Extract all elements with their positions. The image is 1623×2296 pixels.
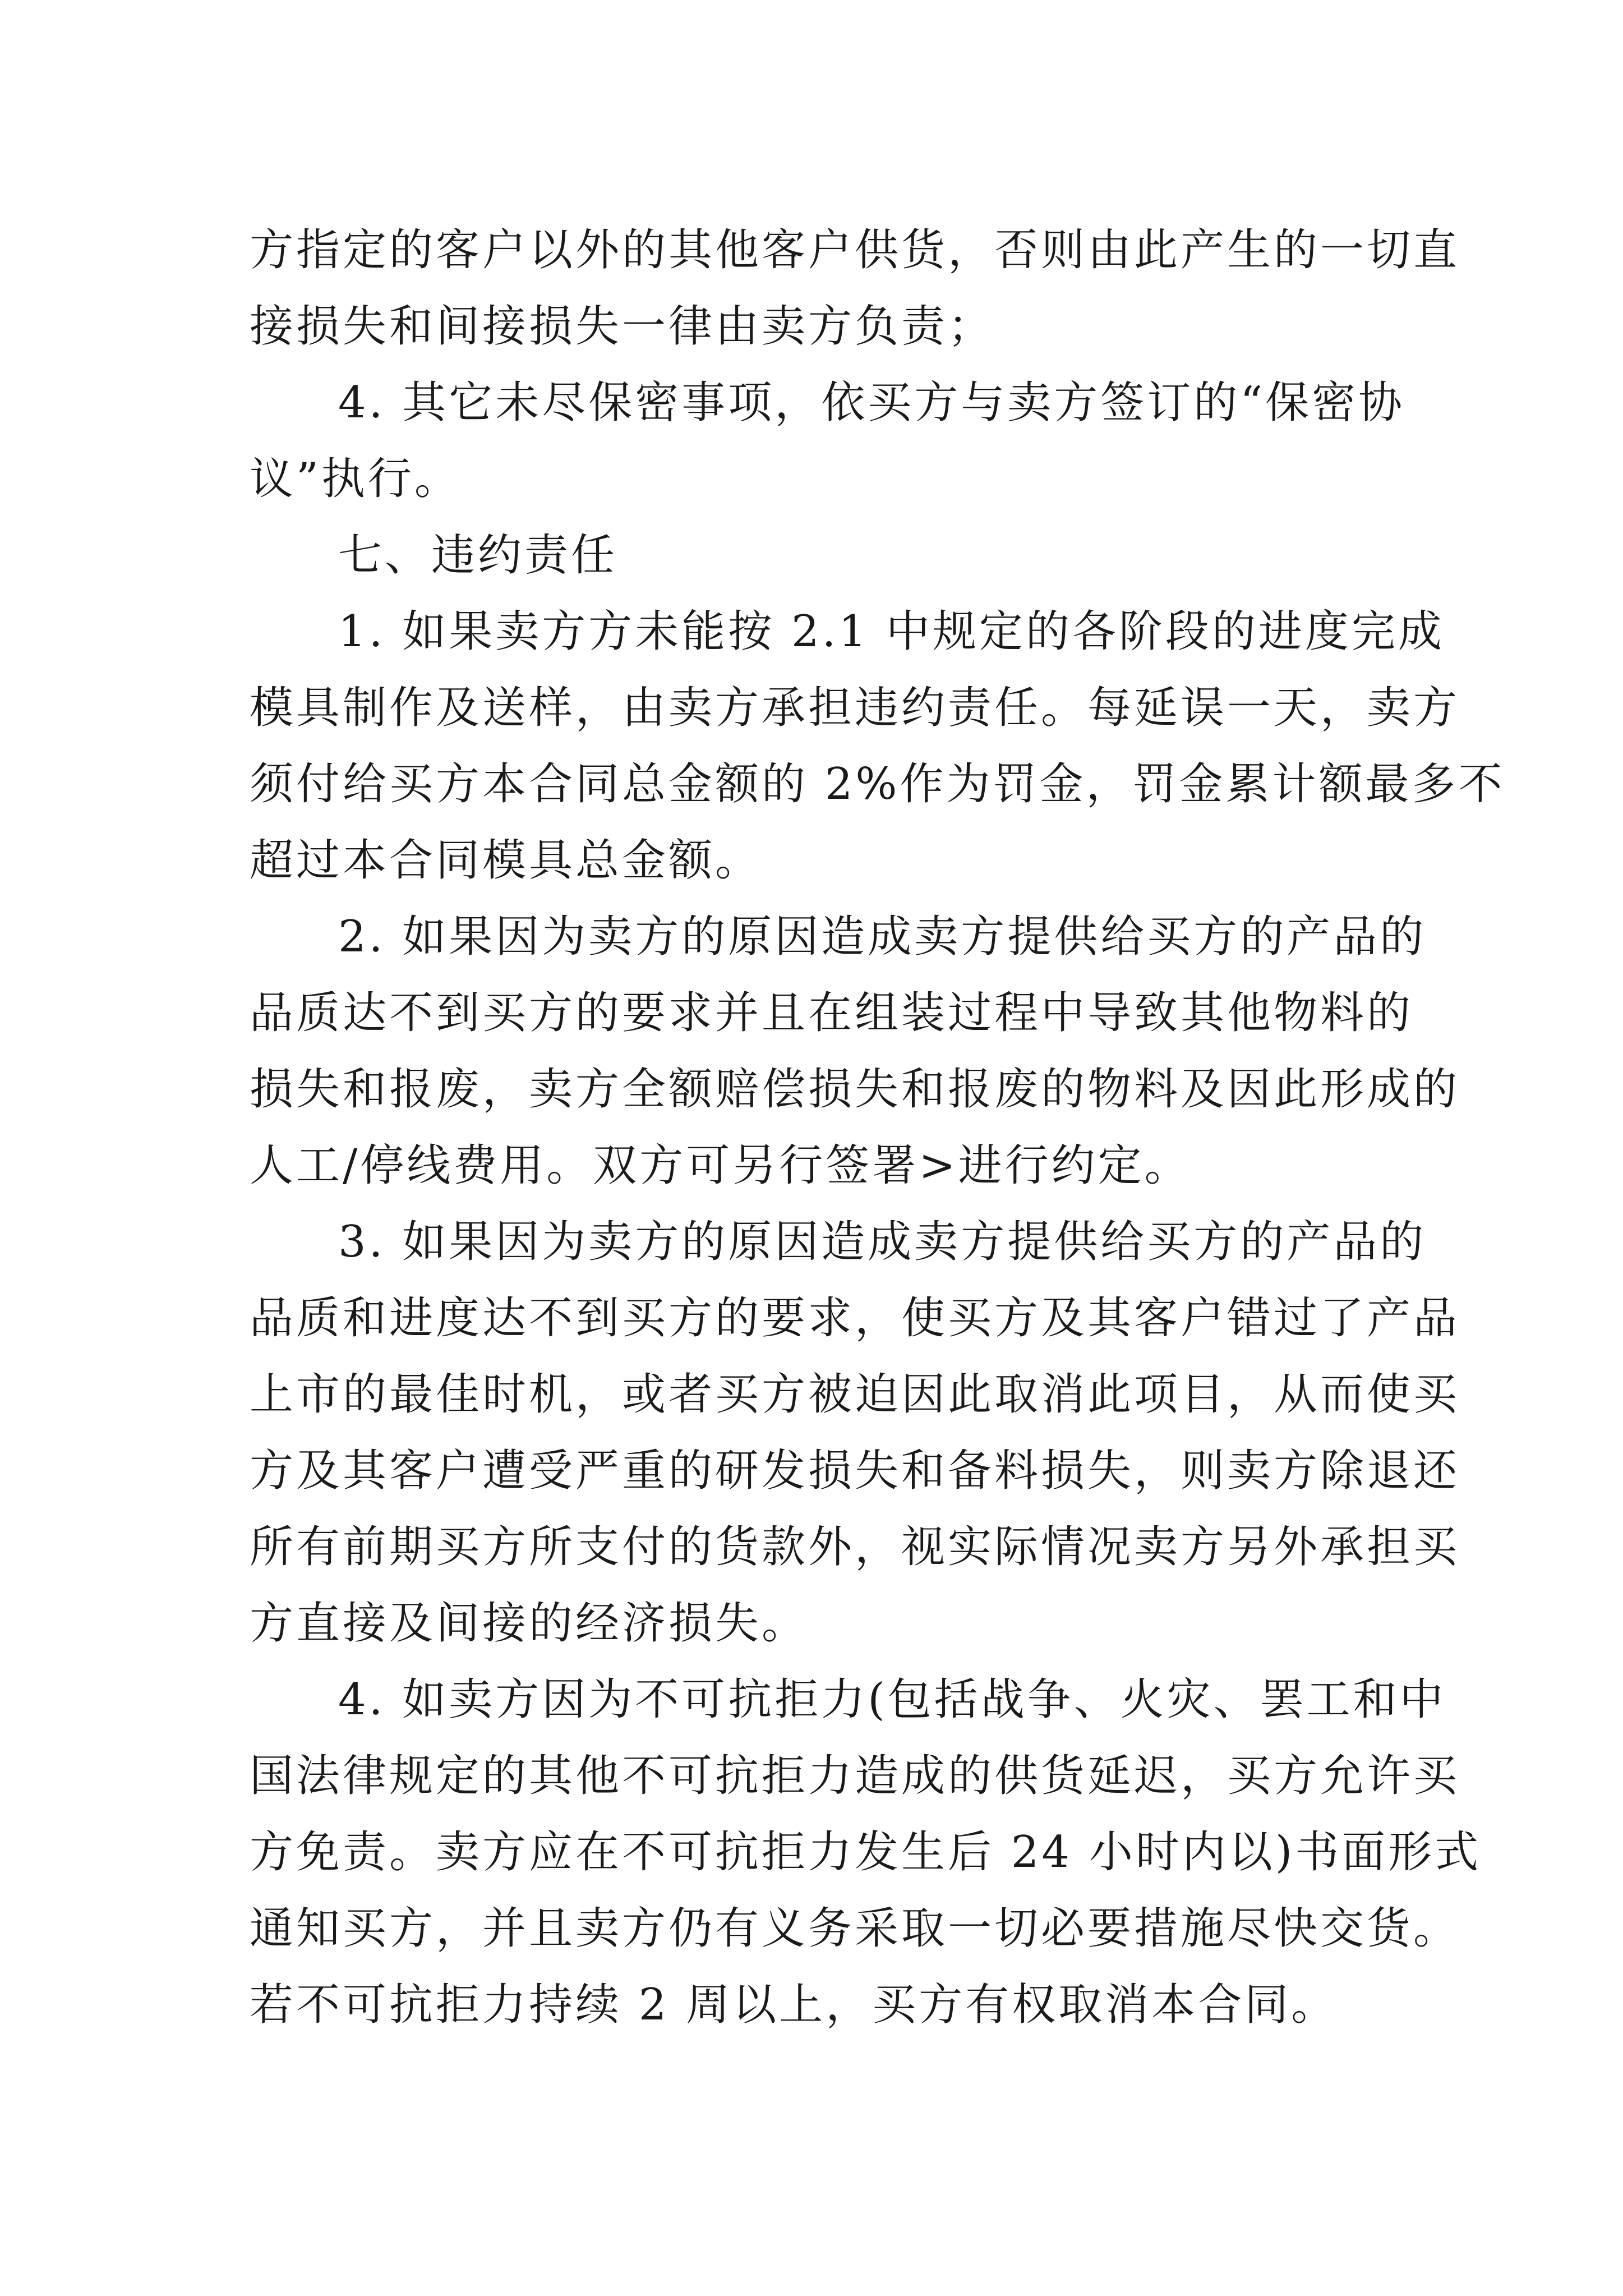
text-line: 方直接及间接的经济损失。 — [250, 1598, 809, 1649]
text-line: 方及其客户遭受严重的研发损失和备料损失，则卖方除退还 — [250, 1446, 1460, 1496]
text-line: 品质和进度达不到买方的要求，使买方及其客户错过了产品 — [250, 1293, 1460, 1343]
text-line: 接损失和间接损失一律由卖方负责； — [250, 301, 995, 352]
section-heading-breach-liability — [250, 517, 1394, 593]
paragraph-breach-item-2 — [250, 899, 1460, 1204]
text-line: 人工/停线费用。双方可另行签署>进行约定。 — [250, 1140, 1191, 1191]
text-line: 品质达不到买方的要求并且在组装过程中导致其他物料的 — [250, 988, 1414, 1038]
text-line: 方指定的客户以外的其他客户供货，否则由此产生的一切直 — [250, 225, 1460, 275]
paragraph-breach-item-4 — [250, 1662, 1482, 2043]
text-line: 1. 如果卖方方未能按 2.1 中规定的各阶段的进度完成 — [338, 606, 1445, 657]
text-line: 4. 如卖方因为不可抗拒力(包括战争、火灾、罢工和中 — [338, 1674, 1446, 1725]
document-body — [250, 212, 1505, 2043]
text-line: 须付给买方本合同总金额的 2%作为罚金，罚金累计额最多不 — [250, 759, 1505, 809]
paragraph-breach-item-1 — [250, 593, 1505, 899]
section-heading: 七、违约责任 — [338, 530, 618, 581]
text-line: 上市的最佳时机，或者买方被迫因此取消此项目，从而使买 — [250, 1369, 1460, 1420]
paragraph-confidentiality-item-4 — [250, 365, 1405, 517]
text-line: 超过本合同模具总金额。 — [250, 835, 762, 886]
text-line: 3. 如果因为卖方的原因造成卖方提供给买方的产品的 — [338, 1217, 1427, 1267]
text-line: 模具制作及送样，由卖方承担违约责任。每延误一天，卖方 — [250, 683, 1460, 733]
text-line: 损失和报废，卖方全额赔偿损失和报废的物料及因此形成的 — [250, 1064, 1460, 1115]
text-line: 4. 其它未尽保密事项，依买方与卖方签订的“保密协 — [338, 378, 1405, 428]
paragraph-breach-item-3 — [250, 1204, 1460, 1662]
text-line: 议”执行。 — [250, 454, 461, 504]
text-line: 国法律规定的其他不可抗拒力造成的供货延迟，买方允许买 — [250, 1751, 1460, 1801]
text-line: 方免责。卖方应在不可抗拒力发生后 24 小时内以)书面形式 — [250, 1827, 1482, 1878]
paragraph-continuation — [250, 212, 1460, 365]
text-line: 2. 如果因为卖方的原因造成卖方提供给买方的产品的 — [338, 912, 1427, 962]
text-line: 所有前期买方所支付的货款外，视实际情况卖方另外承担买 — [250, 1522, 1460, 1572]
text-line: 若不可抗拒力持续 2 周以上，买方有权取消本合同。 — [250, 1980, 1338, 2030]
text-line: 通知买方，并且卖方仍有义务采取一切必要措施尽快交货。 — [250, 1903, 1460, 1954]
